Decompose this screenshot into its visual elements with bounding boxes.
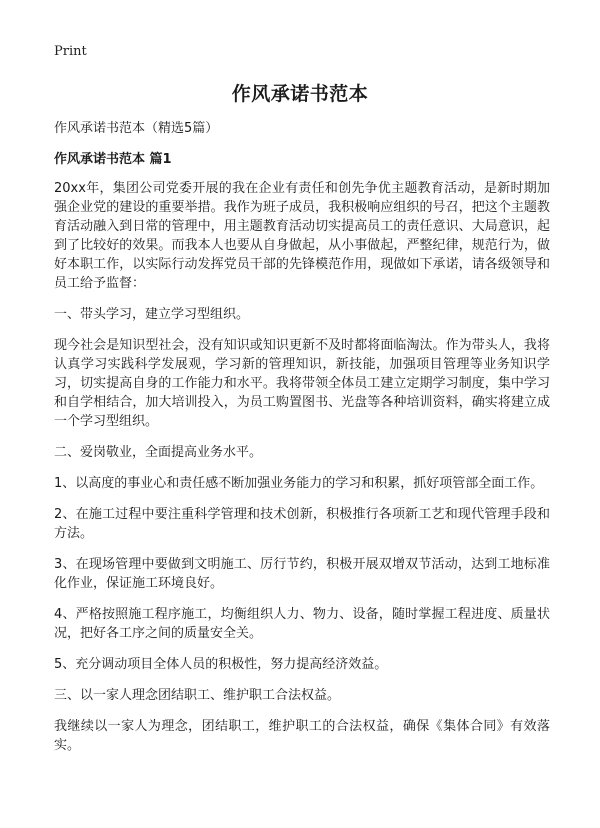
paragraph-point-1: 现今社会是知识型社会，没有知识或知识更新不及时都将面临淘汰。作为带头人，我将认真学习实践科学发展观，学习新的管理知识，新技能，加强项目管理等业务知识学习，切实提高自身的工作能力和水平。我将带领全体员工建立定期学习制度，集中学习和自学相结合，加大培训投入，为员工购置图书、光盘等各种培训资料，确实将建立成一个学习型组织。	[54, 338, 550, 429]
document-subtitle: 作风承诺书范本（精选5篇）	[54, 121, 219, 136]
list-item-2: 2、在施工过程中要注重科学管理和技术创新，积极推行各项新工艺和现代管理手段和方法。	[54, 507, 550, 541]
paragraph-intro: 20xx年，集团公司党委开展的我在企业有责任和创先争优主题教育活动，是新时期加强企业党的建设的重要举措。我作为班子成员，我积极响应组织的号召，把这个主题教育活动融入到日常的管理中，用主题教育活动切实提高员工的责任意识、大局意识，起到了比较好的效果。而我本人也要从自身做起，从小事做起，严整纪律，规范行为，做好本职工作，以实际行动发挥党员干部的先锋模范作用，现做如下承诺，请各级领导和员工给予监督：	[54, 181, 550, 291]
list-item-5: 5、充分调动项目全体人员的积极性，努力提高经济效益。	[54, 657, 388, 672]
heading-point-2: 二、爱岗敬业，全面提高业务水平。	[54, 445, 263, 460]
list-item-1: 1、以高度的事业心和责任感不断加强业务能力的学习和积累，抓好项管部全面工作。	[54, 476, 544, 491]
heading-point-3: 三、以一家人理念团结职工、维护职工合法权益。	[54, 688, 341, 703]
document-title: 作风承诺书范本	[231, 83, 369, 105]
paragraph-point-3: 我继续以一家人为理念，团结职工，维护职工的合法权益，确保《集体合同》有效落实。	[54, 719, 550, 753]
list-item-4: 4、严格按照施工程序施工，均衡组织人力、物力、设备，随时掌握工程进度、质量状况，把好各工序之间的质量安全关。	[54, 607, 550, 641]
list-item-3: 3、在现场管理中要做到文明施工、厉行节约，积极开展双增双节活动，达到工地标准化作业，保证施工环境良好。	[54, 557, 550, 591]
document-body	[54, 119, 550, 767]
print-link[interactable]: Print	[54, 44, 87, 59]
heading-point-1: 一、带头学习，建立学习型组织。	[54, 307, 250, 322]
section-heading: 作风承诺书范本 篇1	[54, 152, 172, 167]
